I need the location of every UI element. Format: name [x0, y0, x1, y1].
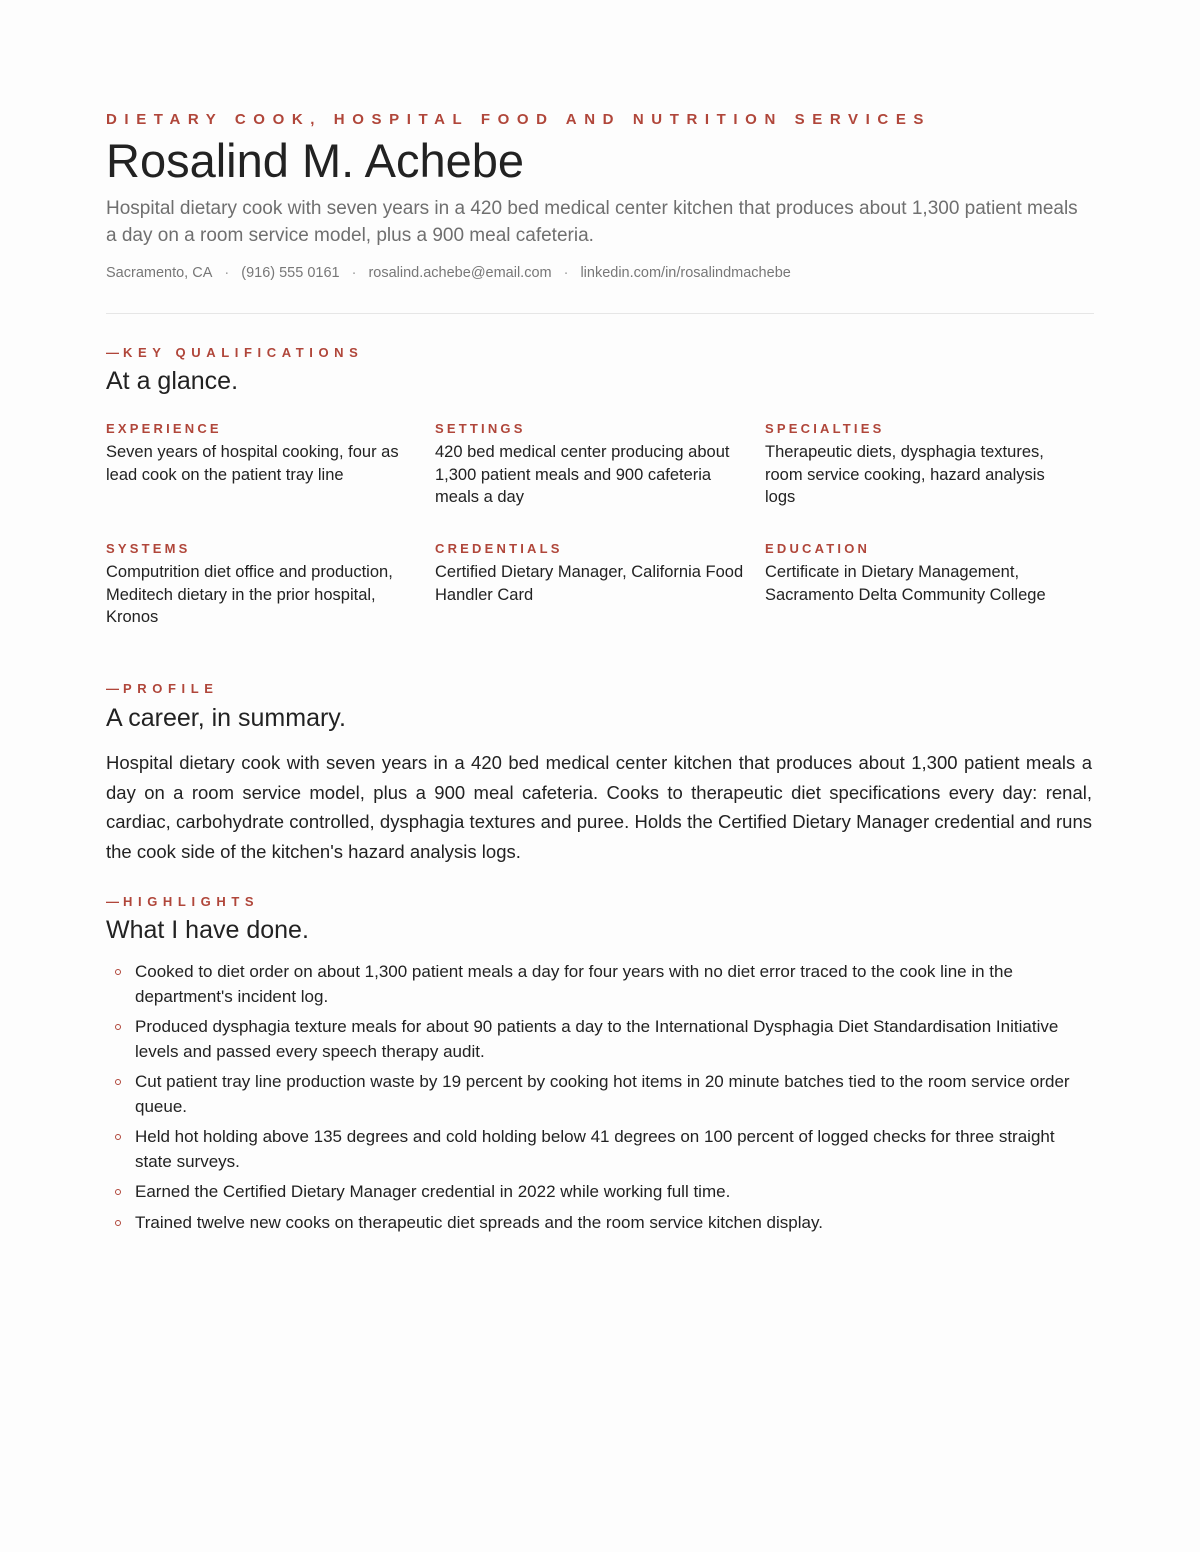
highlight-text: Cooked to diet order on about 1,300 patient meals a day for four years with no diet error traced to the cook line in the department's incident log.	[135, 962, 1013, 1006]
profile-summary: Hospital dietary cook with seven years in a 420 bed medical center kitchen that produces about 1,300 patient meals a day on a room service model, plus a 900 meal cafeteria. Cooks to therapeutic diet specifications every day: renal, cardiac, carbohydrate controlled, dysphagia textures and puree. Holds the Certified Dietary Manager credential and runs the cook side of the kitchen's hazard analysis logs.	[106, 752, 1092, 862]
contact-linkedin[interactable]: linkedin.com/in/rosalindmachebe	[580, 265, 791, 281]
list-item	[106, 1125, 1094, 1174]
qualification-value: Computrition diet office and production, Meditech dietary in the prior hospital, Kronos	[106, 563, 393, 627]
qualification-label: SETTINGS	[435, 421, 526, 436]
contact-separator: ·	[351, 265, 357, 281]
contact-separator: ·	[224, 265, 230, 281]
qualification-label: CREDENTIALS	[435, 541, 563, 556]
section-eyebrow-label: HIGHLIGHTS	[123, 894, 260, 909]
qualification-value: 420 bed medical center producing about 1,300 patient meals and 900 cafeteria meals a day	[435, 443, 730, 507]
qualification-label: SYSTEMS	[106, 541, 191, 556]
qualification-settings	[435, 421, 745, 509]
bullet-icon	[115, 1134, 121, 1140]
qualification-credentials	[435, 541, 745, 606]
candidate-name: Rosalind M. Achebe	[106, 134, 525, 187]
qualification-label: SPECIALTIES	[765, 421, 885, 436]
section-eyebrow-label: KEY QUALIFICATIONS	[123, 345, 364, 360]
qualification-education	[765, 541, 1075, 606]
header-divider	[106, 313, 1094, 314]
highlight-text: Produced dysphagia texture meals for about 90 patients a day to the International Dysphagia Diet Standardisation Initiative levels and passed every speech therapy audit.	[135, 1017, 1059, 1061]
contact-line	[106, 265, 791, 281]
section-eyebrow-qualifications: — KEY QUALIFICATIONS	[106, 345, 364, 360]
list-item	[106, 960, 1094, 1009]
list-item	[106, 1211, 1094, 1236]
qualification-experience	[106, 421, 416, 486]
highlight-text: Earned the Certified Dietary Manager credential in 2022 while working full time.	[135, 1182, 731, 1201]
list-item	[106, 1070, 1094, 1119]
section-eyebrow-profile: — PROFILE	[106, 681, 219, 696]
section-eyebrow-label: PROFILE	[123, 681, 219, 696]
qualification-value: Therapeutic diets, dysphagia textures, room service cooking, hazard analysis logs	[765, 443, 1045, 507]
tagline: Hospital dietary cook with seven years in a 420 bed medical center kitchen that produces about 1,300 patient meals a day on a room service model, plus a 900 meal cafeteria.	[106, 198, 1078, 246]
bullet-icon	[115, 1220, 121, 1226]
bullet-icon	[115, 1189, 121, 1195]
qualification-specialties	[765, 421, 1075, 509]
section-eyebrow-highlights: — HIGHLIGHTS	[106, 894, 260, 909]
list-item	[106, 1180, 1094, 1205]
section-title-highlights: What I have done.	[106, 916, 309, 944]
bullet-icon	[115, 969, 121, 975]
qualification-value: Certified Dietary Manager, California Food Handler Card	[435, 563, 744, 604]
contact-email[interactable]: rosalind.achebe@email.com	[368, 265, 552, 281]
bullet-icon	[115, 1024, 121, 1030]
job-title: DIETARY COOK, HOSPITAL FOOD AND NUTRITION SERVICES	[106, 111, 932, 128]
contact-location: Sacramento, CA	[106, 265, 213, 281]
bullet-icon	[115, 1079, 121, 1085]
list-item	[106, 1015, 1094, 1064]
contact-separator: ·	[563, 265, 569, 281]
qualification-label: EXPERIENCE	[106, 421, 222, 436]
highlight-text: Cut patient tray line production waste by 19 percent by cooking hot items in 20 minute batches tied to the room service order queue.	[135, 1072, 1070, 1116]
section-title-profile: A career, in summary.	[106, 704, 346, 732]
contact-phone: (916) 555 0161	[241, 265, 340, 281]
qualification-value: Seven years of hospital cooking, four as lead cook on the patient tray line	[106, 443, 399, 484]
qualification-value: Certificate in Dietary Management, Sacramento Delta Community College	[765, 563, 1046, 604]
highlight-text: Held hot holding above 135 degrees and cold holding below 41 degrees on 100 percent of logged checks for three straight state surveys.	[135, 1127, 1055, 1171]
section-title-qualifications: At a glance.	[106, 367, 239, 395]
qualification-label: EDUCATION	[765, 541, 871, 556]
qualification-systems	[106, 541, 416, 629]
highlights-list	[106, 960, 1094, 1241]
highlight-text: Trained twelve new cooks on therapeutic diet spreads and the room service kitchen display.	[135, 1212, 823, 1232]
